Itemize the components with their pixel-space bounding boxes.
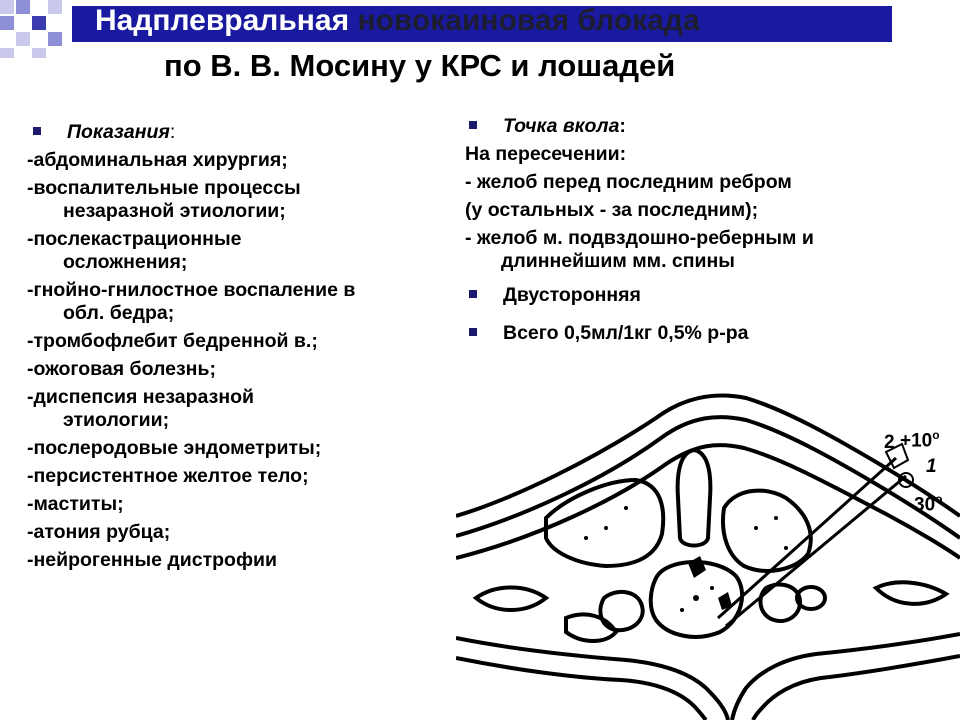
list-item-continuation: обл. бедра; bbox=[63, 302, 175, 324]
indications-heading-text: Показания bbox=[67, 121, 170, 143]
list-item bbox=[27, 548, 447, 572]
list-item-text: -абдоминальная хирургия; bbox=[27, 149, 288, 171]
list-item-text: -нейрогенные дистрофии bbox=[27, 549, 277, 571]
others-line: (у остальных - за последним); bbox=[465, 199, 759, 221]
decorative-squares bbox=[0, 0, 80, 60]
dose-text: Всего 0,5мл/1кг 0,5% р-ра bbox=[503, 322, 749, 344]
list-item-text: -маститы; bbox=[27, 493, 124, 515]
injection-point-heading-text: Точка вкола bbox=[503, 115, 620, 137]
list-item-text: -атония рубца; bbox=[27, 521, 171, 543]
title-part1: Надплевральная bbox=[95, 4, 350, 37]
list-item bbox=[27, 329, 447, 353]
needle-1-label: 1 bbox=[926, 456, 937, 477]
list-item-text: -тромбофлебит бедренной в.; bbox=[27, 330, 318, 352]
list-item bbox=[27, 148, 447, 172]
list-item bbox=[27, 385, 447, 432]
list-item-continuation: этиологии; bbox=[63, 409, 170, 431]
list-item bbox=[27, 464, 447, 488]
injection-point-heading bbox=[465, 114, 945, 138]
page-title-line2: по В. В. Мосину у КРС и лошадей bbox=[164, 48, 676, 83]
square-bullet-icon bbox=[469, 290, 477, 298]
list-item bbox=[27, 357, 447, 381]
angle-30-label bbox=[914, 492, 942, 516]
list-item-text: -послекастрационные bbox=[27, 228, 242, 250]
intersection-line: На пересечении: bbox=[465, 143, 627, 165]
groove-line-2-continuation: длиннейшим мм. спины bbox=[501, 250, 735, 272]
list-item-text: -послеродовые эндометриты; bbox=[27, 437, 322, 459]
angle-plus10-text: +10 bbox=[900, 430, 933, 452]
groove-line-2 bbox=[465, 226, 945, 273]
list-item-text: -воспалительные процессы bbox=[27, 177, 301, 199]
square-bullet-icon bbox=[469, 328, 477, 336]
list-item-continuation: незаразной этиологии; bbox=[63, 200, 286, 222]
anatomical-cross-section-diagram bbox=[456, 388, 960, 720]
list-item bbox=[27, 492, 447, 516]
list-item bbox=[27, 227, 447, 274]
list-item-text: -персистентное желтое тело; bbox=[27, 465, 309, 487]
dose-bullet bbox=[465, 321, 945, 345]
square-bullet-icon bbox=[469, 121, 477, 129]
page-title-line1 bbox=[95, 4, 895, 38]
list-item-text: -ожоговая болезнь; bbox=[27, 358, 216, 380]
list-item bbox=[27, 436, 447, 460]
list-item bbox=[27, 278, 447, 325]
degree-mark: o bbox=[935, 492, 943, 506]
list-item-text: -гнойно-гнилостное воспаление в bbox=[27, 279, 356, 301]
list-item-text: -диспепсия незаразной bbox=[27, 386, 255, 408]
title-part2: новокаиновая блокада bbox=[357, 4, 700, 37]
indications-column bbox=[27, 120, 447, 576]
bilateral-bullet bbox=[465, 283, 945, 307]
list-item bbox=[27, 176, 447, 223]
injection-point-heading-colon: : bbox=[619, 115, 626, 137]
needle-2-label: 2 bbox=[884, 432, 895, 453]
groove-line-2-text: - желоб м. подвздошно-реберным и bbox=[465, 227, 814, 249]
square-bullet-icon bbox=[33, 127, 41, 135]
bilateral-text: Двусторонняя bbox=[503, 284, 641, 306]
degree-mark: o bbox=[932, 428, 940, 442]
list-item-continuation: осложнения; bbox=[63, 251, 188, 273]
groove-line-1: - желоб перед последним ребром bbox=[465, 171, 792, 193]
injection-point-column bbox=[465, 114, 945, 349]
list-item bbox=[27, 520, 447, 544]
indications-heading-colon: : bbox=[169, 121, 176, 143]
angle-30-text: 30 bbox=[914, 494, 936, 516]
angle-plus10-label bbox=[900, 428, 940, 452]
indications-heading bbox=[27, 120, 447, 144]
